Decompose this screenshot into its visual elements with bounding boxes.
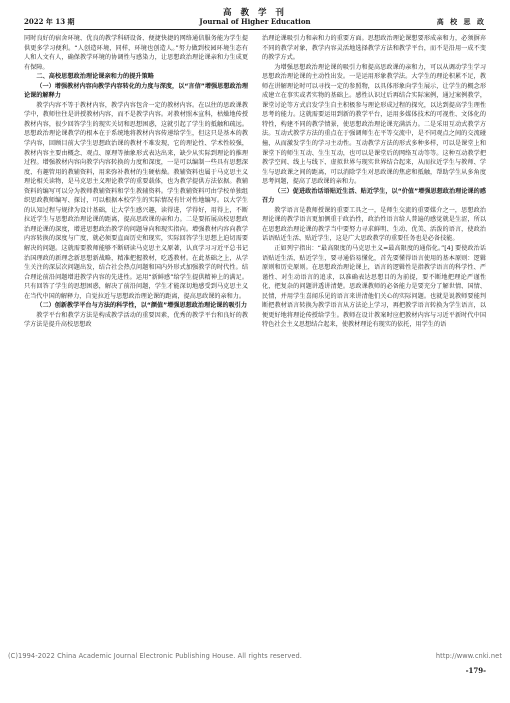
- paragraph: 教学平台和教学方法是构成教学活动的重要因素，优秀的教学平台和良好的教学方法是提升高校思想政: [24, 311, 248, 329]
- subsection-heading: （二）创新教学平台与方法的科学性，以“颜值”增强思想政治理论课的吸引力: [36, 302, 248, 310]
- footer-url: http://www.cnki.net: [435, 652, 502, 660]
- paragraph: 同时良好的宿舍环境、优良的教学科研设备、便捷快捷的网络通信服务能为学生提供更多学习便利。“人创造环境，同样，环境也创造人。”努力做到校园环境生态有人和人文有人，确保教学环境的协调性与感染力，让思想政治理论课亲和力生成更有保障。: [24, 35, 248, 71]
- paragraph: 为增强思想政治理论课的吸引力和提高思政课的亲和力，可以从调动学生学习思想政治理论课的主动性出发。一是运用形象教学法。大学生的理论积累不足，教师在讲解理论时可以寻找一定的参照物，以具体形象向学生展示，让学生的概念形成建立在事实或者实物的基础上。感性认识过后再结合实际案例，通过案例教学，课堂讨论等方式启发学生自主积极参与理论形成过程的探究，以达到提高学生理性思考的能力。这就需要运用到新的教学平台，运用多媒体技术的可视性、文体化的特性，构建不同的教学情景，使思想政治理论课充满活力。二是采用互动式教学方法。互动式教学方法的重点在于强调师生在平等交流中，是不同观点之间的交流碰撞，从而激发学生的学习主动性。互动教学方法的形式多种多样，可以是课堂上和课堂下的师生互动、生生互动，也可以是课堂后的网络互动等等。这种互动教学把教学空间、线上与线下、虚拟世界与现实世界结合起来，从而拉近学生与教师、学生与思政课之间的距离，可以消除学生对思政课的焦虑和抵触，帮助学生从多角度思考问题，提高了思政课的亲和力。: [262, 63, 486, 186]
- issue-label: 2022 年 13 期: [24, 17, 75, 26]
- paragraph: 教学语言是教师授课的重要工具之一，是师生交流的重要媒介之一，思想政治理论课的教学语言更加侧重于政治性，政治性语言给人普遍的感觉就是生涩，所以在思想政治理论课的教学当中要努力寻求鲜明、生动、优美、活泼的语言，使政治话语贴近生活、贴近学生，这是广大思政教学的重要任务也是必备技能。: [262, 206, 486, 243]
- journal-name: Journal of Higher Education: [199, 17, 311, 26]
- copyright-footer: [8, 652, 502, 664]
- subsection-heading: （三）促进政治话语贴近生活、贴近学生，以“价值”增强思想政治理论课的感召力: [262, 187, 486, 205]
- section-heading: 二、高校思想政治理论课亲和力的提升策略: [36, 73, 154, 81]
- section-label: 高 校 思 政: [436, 17, 486, 26]
- header-rule: [24, 29, 486, 30]
- paragraph: 治理论课吸引力和亲和力的重要方面。思想政治理论课想要形成亲和力，必须摒弃不同的教学对象，教学内容灵活地选择教学方法和教学平台，而不是沿用一成不变的教学方式。: [262, 35, 486, 62]
- left-column: [24, 34, 248, 646]
- paragraph: 教学内容不等于教材内容，教学内容包含一定的教材内容。在以往的思政课教学中，教师往往是讲授教材内容，而不是教学内容。对教材照本宣科，枯燥地传授教材内容，很少回答学生的现实关切和思想困惑，这就引起了学生的抵触和疏远。思想政治理论课教学的根本在于系统地将教材内容传递给学生，但这只是基本的教学内容，回顾目前大学生思想政治课的教材不难发现，它的理论性、学术性较强，教材内容主要由概念、观点、原理等抽象形式表达出来，缺少从实际到理论的推理过程。增强教材内容向教学内容转换的力度和深度，一是可以编制一些具有思想深度、有趣管用的教辅资料，用来弥补教材的生硬枯燥。教辅资料也属于马克思主义理论相关读物，是马克思主义理论教学的重要载体，也为教学提供方法依据。教辅资料的编写可以分为教师教辅资料和学生教辅资料。学生教辅资料可由学校单独组织思政教师编写、探讨，可以根据本校学生的实际情况有针对性地编写。以大学生的认知过程与规律为设计基础，让大学生感兴趣，读得进，学得好，用得上，不断拉近学生与思想政治理论课的距离，提高思政课的亲和力。二是要拓展高校思想政治理论课的深度，增进思想政治教学的问题导向和现实指向。增强教材内容向教学内容转换的深度与广度，就必须要直面历史和现实，实际回答学生思想上迫切需要解决的问题。这就需要教师能够不断研读马克思主义原著，认真学习习近平总书记治国理政的新理念新思想新战略，精准把握教材，吃透教材。在此基础之上，从学生关注的深层次问题出发，结合社会热点问题和国内外形式加强教学的时代性。结合理论前沿问题增进教学内容的先进性。运用“新鲜感”给学生提供精神上的满足。只有回答了学生的思想困惑，解决了前沿问题，学生才能深切地感受到马克思主义在当代中国的解释力，自觉拉近与思想政治理论课的距离，提高思政课的亲和力。: [24, 101, 248, 300]
- copyright-text: (C)1994-2022 China Academic Journal Electronic Publishing House. All rights reserved.: [8, 652, 303, 660]
- right-column: [262, 34, 486, 646]
- subsection-heading: （一）增强教材内容向教学内容转化的力度与深度，以“言信”增强思想政治理论课的解释力: [24, 82, 248, 100]
- running-header: [24, 17, 486, 29]
- journal-masthead: 高 教 学 刊: [223, 8, 287, 18]
- page-number: -179-: [465, 666, 486, 675]
- paragraph: 正如列宁指出：“最高限度的马克思主义=最高限度的通俗化。”[4] 要使政治话语贴近生活，贴近学生，要寻通俗易懂化，首先要懂得语言使用的基本原则：逻辑原则和历史原则。在思想政治理论课上，语言的逻辑性是指教学语言的科学性、严谨性、对生动语言的追求，以准确表达思想目的为前提，要不断地把理论严谨性化，把复杂的问题讲透讲清楚。思政课教师的必备能力是要充分了解世情、国情、民情，并用学生喜闻乐见的语言来讲清他们关心的实际问题。也就是说教师要能判断把教材语言转换为教学语言从方法论上学习，再把教学语言转换为学生语言，以便更好地将理论传授给学生。教师在设计教案时应把教材内容与习近平新时代中国特色社会主义思想结合起来，使教材理论有现实的依托，用学生的语: [262, 245, 486, 329]
